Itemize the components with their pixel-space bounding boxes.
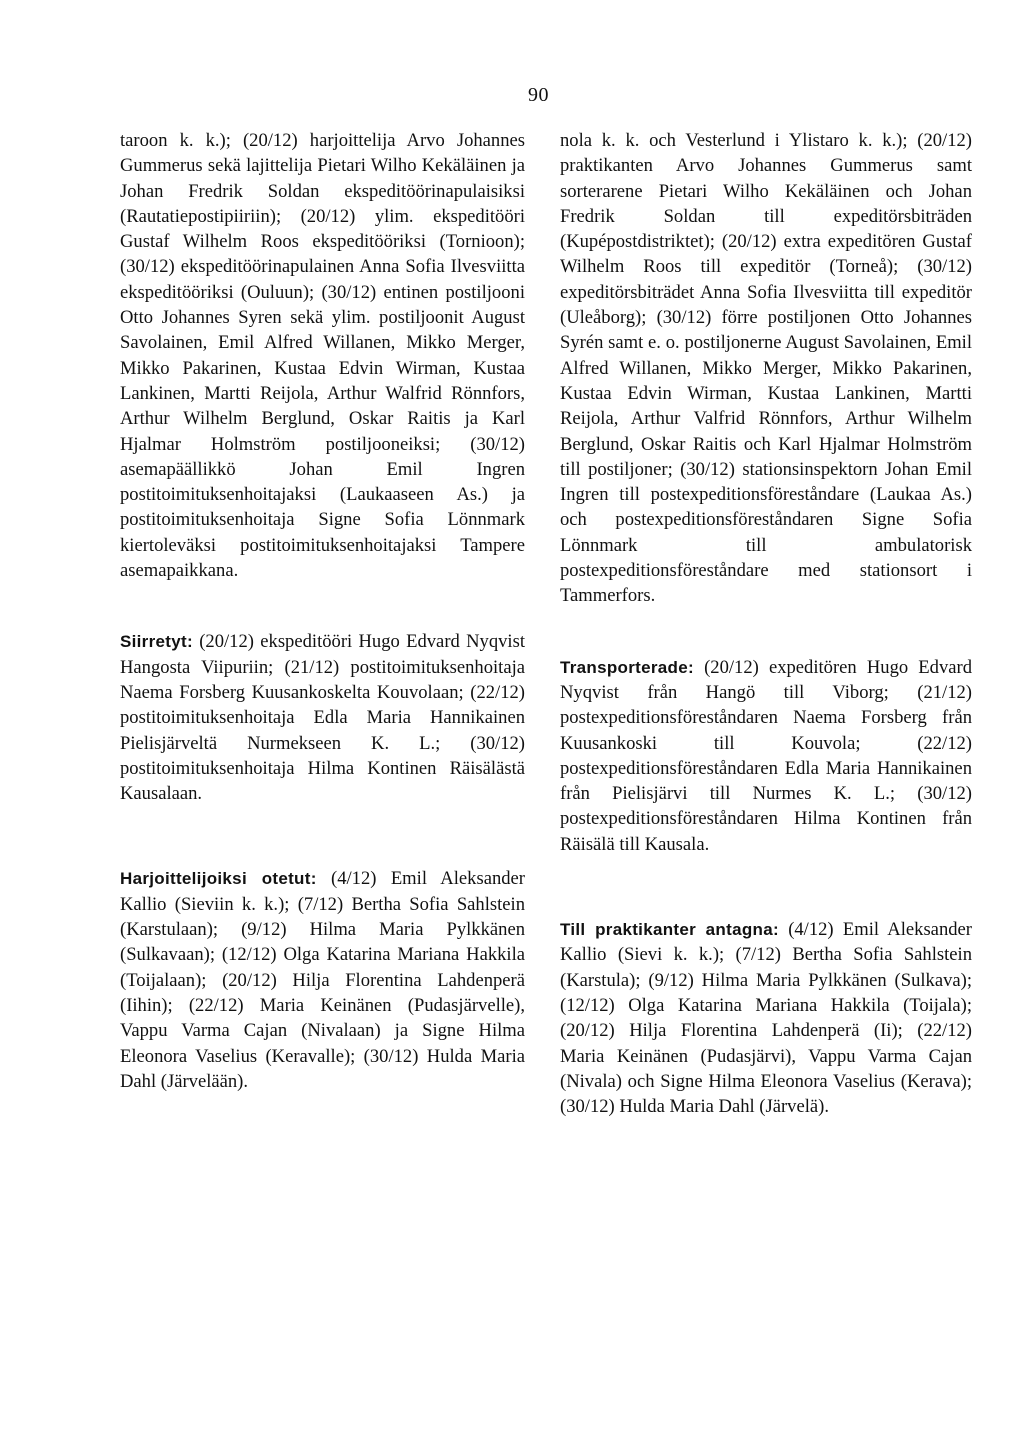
transferred-section-sv [560, 655, 972, 857]
transferred-text-sv: (20/12) expeditören Hugo Edvard Nyqvist från Hangö till Viborg; (21/12) postexpeditionsföreståndaren Naema Forsberg från Kuusankoski till Kouvola; (22/12) postexpeditionsföreståndaren Edla Maria Hannikainen från Pielisjärvi till Nurmes K. L.; (30/12) postexpeditionsföreståndaren Hilma Kontinen från Räisälä till Kausala. [560, 656, 972, 855]
trainees-section-fi [120, 866, 525, 1094]
finnish-column [120, 128, 525, 1094]
page-number: 90 [528, 84, 549, 106]
transferred-section-fi [120, 629, 525, 806]
trainees-text-sv: (4/12) Emil Aleksander Kallio (Sievi k. k.); (7/12) Bertha Sofia Sahlstein (Karstula); (9/12) Hilma Maria Pylkkänen (Sulkava); (12/12) Olga Katarina Mariana Hakkila (Toijala); (20/12) Hilja Florentina Lahdenperä (Ii); (22/12) Maria Keinänen (Pudasjärvi), Vappu Varma Cajan (Nivala) och Signe Hilma Eleonora Vaselius (Kerava); (30/12) Hulda Maria Dahl (Järvelä). [560, 919, 972, 1118]
transferred-text-fi: (20/12) ekspeditööri Hugo Edvard Nyqvist Hangosta Viipuriin; (21/12) postitoimituksenhoitaja Naema Forsberg Kuusankoskelta Kouvolaan; (22/12) postitoimituksenhoitaja Edla Maria Hannikainen Pielisjärveltä Nurmekseen K. L.; (30/12) postitoimituksenhoitaja Hilma Kontinen Räisälästä Kausalaan. [120, 631, 525, 805]
transferred-heading-sv: Transporterade: [560, 657, 694, 677]
appointments-paragraph-sv: nola k. k. och Vesterlund i Ylistaro k. k.); (20/12) praktikanten Arvo Johannes Gummerus samt sorterarene Pietari Wilho Kekäläinen och Johan Fredrik Soldan till expeditörsbiträden (Kupépostdistriktet); (20/12) extra expeditören Gustaf Wilhelm Roos till expeditör (Torneå); (30/12) expeditörsbiträdet Anna Sofia Ilvesviitta till expeditör (Uleåborg); (30/12) förre postiljonen Otto Johannes Syrén samt e. o. postiljonerne August Savolainen, Emil Alfred Willanen, Mikko Merger, Mikko Pakarinen, Kustaa Edvin Wirman, Kustaa Lankinen, Martti Reijola, Arthur Valfrid Rönnfors, Arthur Wilhelm Berglund, Oskar Raitis och Karl Hjalmar Holmström till postiljoner; (30/12) stationsinspektorn Johan Emil Ingren till postexpeditionsföreståndare (Laukaa As.) och postexpeditionsföreståndaren Signe Sofia Lönnmark till ambulatorisk postexpeditionsföreståndare med stationsort i Tammerfors. [560, 130, 972, 607]
trainees-heading-fi: Harjoittelijoiksi otetut: [120, 869, 317, 889]
trainees-text-fi: (4/12) Emil Aleksander Kallio (Sieviin k. k.); (7/12) Bertha Sofia Sahlstein (Karstulaan); (9/12) Hilma Maria Pylkkänen (Sulkavaan); (12/12) Olga Katarina Mariana Hakkila (Toijalaan); (20/12) Hilja Florentina Lahdenperä (Iihin); (22/12) Maria Keinänen (Pudasjärvelle), Vappu Varma Cajan (Nivalaan) ja Signe Hilma Eleonora Vaselius (Keravalle); (30/12) Hulda Maria Dahl (Järvelään). [120, 868, 525, 1092]
trainees-section-sv [560, 917, 972, 1119]
swedish-column [560, 128, 972, 1119]
appointments-paragraph-fi: taroon k. k.); (20/12) harjoittelija Arvo Johannes Gummerus sekä lajittelija Pietari Wilho Kekäläinen ja Johan Fredrik Soldan ekspeditöörinapulaisiksi (Rautatiepostipiiriin); (20/12) ylim. ekspeditööri Gustaf Wilhelm Roos ekspeditööriksi (Tornioon); (30/12) ekspeditöörinapulainen Anna Sofia Ilvesviitta ekspeditööriksi (Ouluun); (30/12) entinen postiljooni Otto Johannes Syren sekä ylim. postiljoonit August Savolainen, Emil Alfred Willanen, Mikko Merger, Mikko Pakarinen, Kustaa Edvin Wirman, Kustaa Lankinen, Martti Reijola, Arthur Walfrid Rönnfors, Arthur Wilhelm Berglund, Oskar Raitis ja Karl Hjalmar Holmström postiljooneiksi; (30/12) asemapäällikkö Johan Emil Ingren postitoimituksenhoitajaksi (Laukaaseen As.) ja postitoimituksenhoitaja Signe Sofia Lönnmark kiertoleväksi postitoimituksenhoitajaksi Tampere asemapaikkana. [120, 130, 525, 582]
trainees-heading-sv: Till praktikanter antagna: [560, 920, 779, 940]
transferred-heading-fi: Siirretyt: [120, 632, 193, 652]
